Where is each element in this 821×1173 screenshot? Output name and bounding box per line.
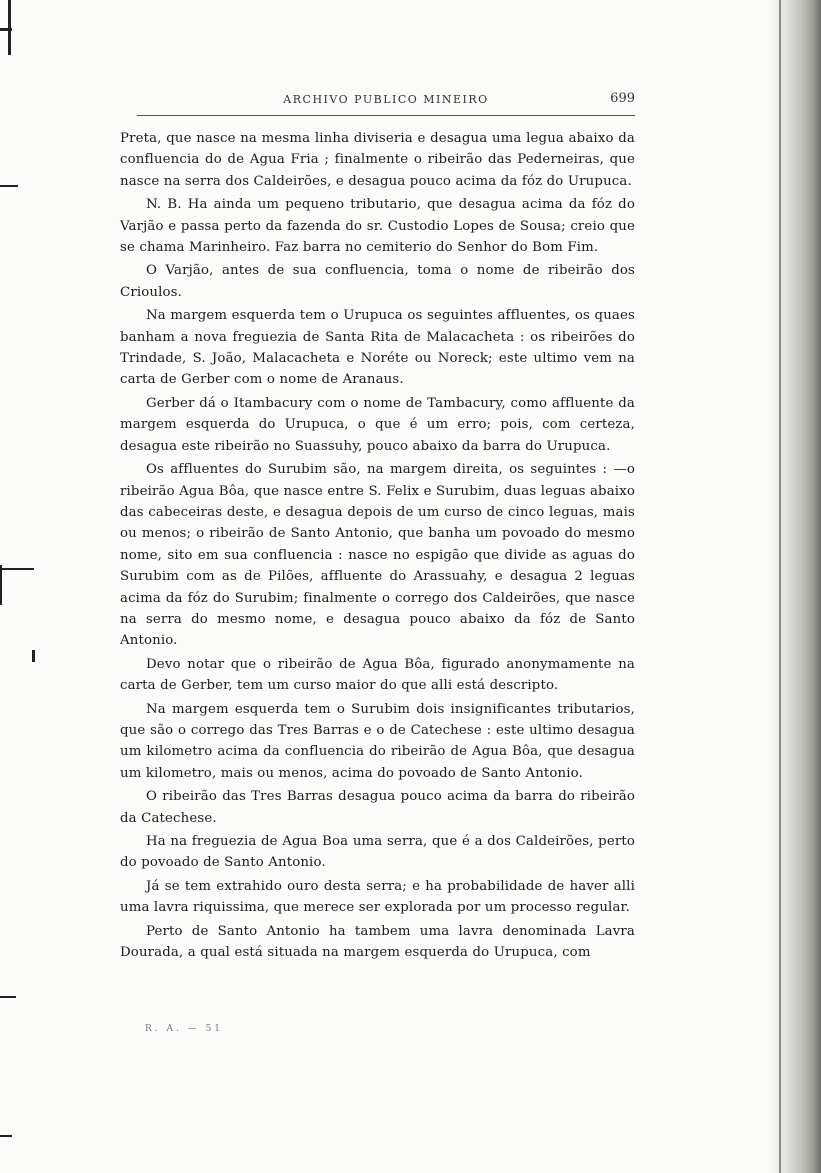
- page-number: 699: [610, 91, 635, 106]
- running-head: ARCHIVO PUBLICO MINEIRO: [283, 93, 489, 106]
- paragraph: Já se tem extrahido ouro desta serra; e ha probabilidade de haver alli uma lavra riquissima, que merece ser explorada por um processo regular.: [120, 878, 635, 916]
- paragraph: O Varjão, antes de sua confluencia, toma o nome de ribeirão dos Crioulos.: [120, 263, 635, 300]
- margin-mark: [0, 568, 34, 570]
- margin-mark: [8, 0, 11, 55]
- binding-crease: [779, 0, 781, 1173]
- margin-mark: [32, 650, 35, 662]
- margin-mark: [0, 565, 2, 605]
- paragraph: Na margem esquerda tem o Urupuca os seguintes affluentes, os quaes banham a nova freguezia de Santa Rita de Malacacheta : os ribeirões do Trindade, S. João, Malacacheta e Noréte ou Noreck; este ultimo vem na carta de Gerber com o nome de Aranaus.: [120, 308, 635, 388]
- paragraph: Devo notar que o ribeirão de Agua Bôa, figurado anonymamente na carta de Gerber, tem um curso maior do que alli está descripto.: [120, 656, 635, 694]
- paragraph: Os affluentes do Surubim são, na margem direita, os seguintes : —o ribeirão Agua Bôa, que nasce entre S. Felix e Surubim, duas leguas abaixo das cabeceiras deste, e desagua depois de um curso de cinco leguas, mais ou menos; o ribeirão de Santo Antonio, que banha um povoado do mesmo nome, sito em sua confluencia : nasce no espigão que divide as aguas do Surubim com as de Pilões, affluente do Arassuahy, e desagua 2 leguas acima da fóz do Surubim; finalmente o corrego dos Caldeirões, que nasce na serra do mesmo nome, e desagua pouco abaixo da fóz de Santo Antonio.: [120, 462, 635, 649]
- margin-mark: [0, 1135, 12, 1137]
- paragraph: N. B. Ha ainda um pequeno tributario, que desagua acima da fóz do Varjão e passa perto da fazenda do sr. Custodio Lopes de Sousa; creio que se chama Marinheiro. Faz barra no cemiterio do Senhor do Bom Fim.: [120, 197, 635, 256]
- margin-mark: [0, 996, 16, 998]
- paragraph: Ha na freguezia de Agua Boa uma serra, que é a dos Caldeirões, perto do povoado de Santo Antonio.: [120, 834, 635, 871]
- page-header: [137, 93, 635, 113]
- paragraph: O ribeirão das Tres Barras desagua pouco acima da barra do ribeirão da Catechese.: [120, 789, 635, 826]
- paragraph: Preta, que nasce na mesma linha diviseria e desagua uma legua abaixo da confluencia do de Agua Fria ; finalmente o ribeirão das Pederneiras, que nasce na serra dos Caldeirões, e desagua pouco acima da fóz do Urupuca.: [120, 131, 635, 189]
- header-rule: [137, 115, 635, 116]
- paragraph: Gerber dá o Itambacury com o nome de Tambacury, como affluente da margem esquerda do Urupuca, o que é um erro; pois, com certeza, desagua este ribeirão no Suassuhy, pouco abaixo da barra do Urupuca.: [120, 395, 635, 454]
- body-text: [120, 128, 635, 965]
- binding-edge: [769, 0, 821, 1173]
- signature-mark: R. A. — 51: [145, 1024, 224, 1034]
- paragraph: Perto de Santo Antonio ha tambem uma lavra denominada Lavra Dourada, a qual está situada na margem esquerda do Urupuca, com: [120, 923, 635, 961]
- margin-mark: [0, 185, 18, 187]
- paragraph: Na margem esquerda tem o Surubim dois insignificantes tributarios, que são o corrego das Tres Barras e o de Catechese : este ultimo desagua um kilometro acima da confluencia do ribeirão de Agua Bôa, que desagua um kilometro, mais ou menos, acima do povoado de Santo Antonio.: [120, 701, 635, 781]
